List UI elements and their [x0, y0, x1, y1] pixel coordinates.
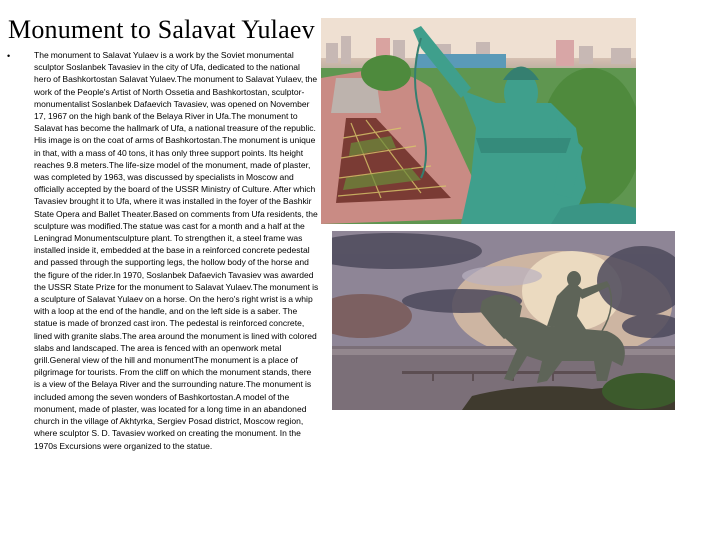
statue-closeup-park-photo: [321, 18, 636, 224]
equestrian-statue-sunset-illustration: [332, 231, 675, 410]
body-paragraph: The monument to Salavat Yulaev is a work by the Soviet monumental sculptor Soslanbek Tavasiev in the city of Ufa, dedicated to the national hero of Bashkortostan Salavat Yulaev.The monument to Salavat Yulaev, the work of the People's Artist of North Ossetia and Bashkortostan, sculptor-monumentalist Soslanbek Dafaevich Tavasiev, was opened on November 17, 1967 on the high bank of the Belaya River in Ufa.The monument to Salavat has become the hallmark of Ufa, a national treasure of the republic. His image is on the coat of arms of Bashkortostan.The monument is unique in that, with a mass of 40 tons, it has only three support points. Its height reaches 9.8 meters.The life-size model of the monument, made of plaster, was completed by 1963, was discussed by specialists in Moscow and officially accepted by the board of the USSR Ministry of Culture. After which Tavasiev brought it to Ufa, where it was installed in the foyer of the Bashkir State Opera and Ballet Theater.Based on comments from Ufa residents, the sculpture was modified.The statue was cast for a month and a half at the Leningrad Monumentsculpture plant. To strengthen it, a steel frame was installed inside it, embedded at the base in a reinforced concrete pedestal and passed through the supporting legs, the hollow body of the horse and the figure of the rider.In 1970, Soslanbek Dafaevich Tavasiev was awarded the USSR State Prize for the monument to Salavat Yulaev.The monument is a sculpture of Salavat Yulaev on a horse. On the hero's right wrist is a whip with a loop at the end of the handle, and on the left side is a saber. The statue is made of bronzed cast iron. The pedestal is reinforced concrete, lined with granite slabs.The area around the monument is lined with colored slabs and landscaped. The area is fenced with an openwork metal grill.General view of the hill and monumentThe monument is a place of pilgrimage for tourists. From the cliff on which the monument stands, there is a view of the Belaya River and the surrounding nature.The monument is included among the seven wonders of Bashkortostan.A model of the monument, made of plaster, was located for a long time in an abandoned church in the village of Akhtyrka, Sergiev Posad district, Moscow region, where sculptor S. D. Tavasiev worked on creating the monument. In the 1970s Excursions were organized to the statue.: [34, 50, 319, 451]
statue-closeup-park-illustration: [321, 18, 636, 224]
equestrian-statue-sunset-photo: [332, 231, 675, 410]
bullet-icon: •: [7, 51, 11, 61]
slide-title: Monument to Salavat Yulaev: [8, 15, 315, 44]
